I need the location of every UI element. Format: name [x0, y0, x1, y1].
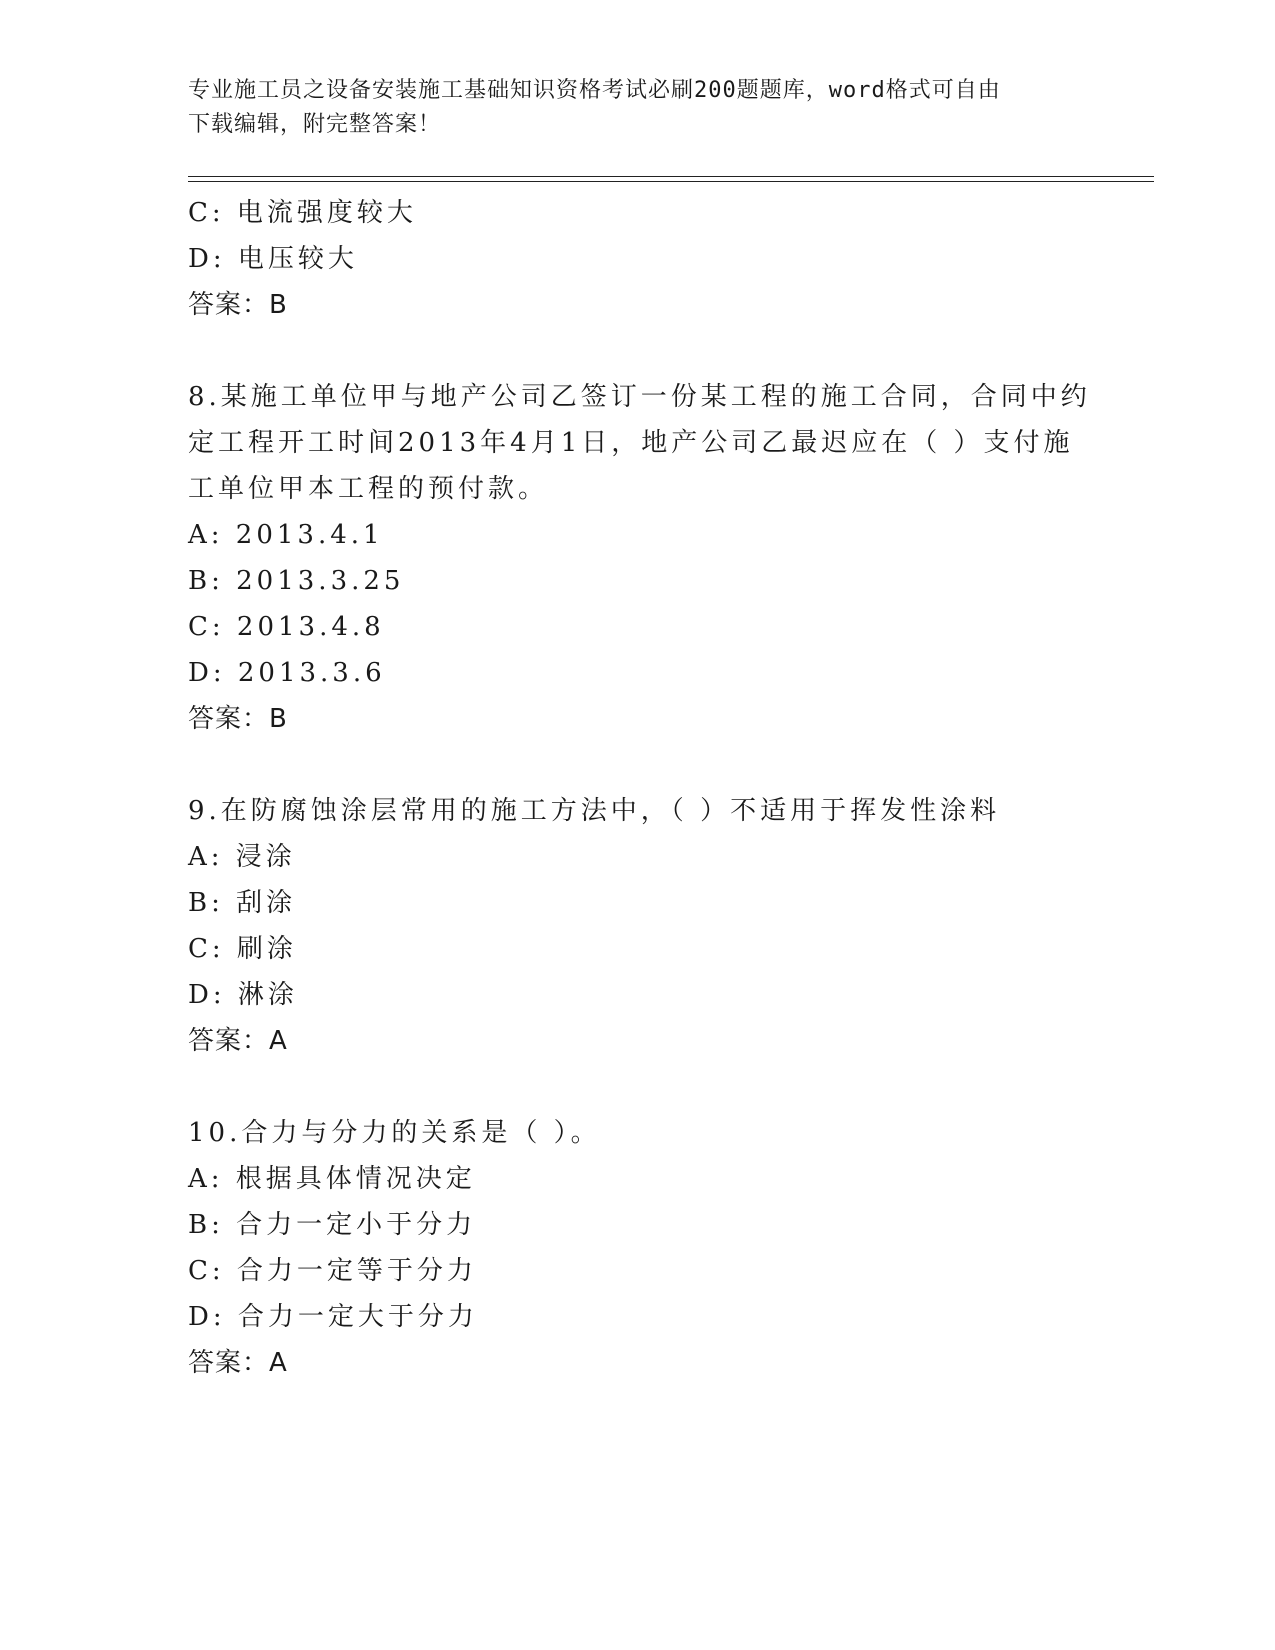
question-spacer	[188, 328, 1088, 374]
option-c: C: 合力一定等于分力	[188, 1256, 477, 1286]
question-spacer	[188, 742, 1088, 788]
option-d: D: 合力一定大于分力	[188, 1302, 478, 1332]
option-d: D: 淋涂	[188, 980, 298, 1010]
question-text-line: 9.在防腐蚀涂层常用的施工方法中，（ ）不适用于挥发性涂料	[188, 796, 1001, 826]
option-b: B: 2013.3.25	[188, 566, 405, 596]
document-header	[188, 74, 1068, 142]
option-c: C: 刷涂	[188, 934, 297, 964]
option-a: A: 2013.4.1	[188, 520, 384, 550]
question-spacer	[188, 1064, 1088, 1110]
question-7-tail	[188, 190, 1088, 328]
option-a: A: 根据具体情况决定	[188, 1164, 476, 1194]
option-a: A: 浸涂	[188, 842, 296, 872]
question-text-line: 工单位甲本工程的预付款。	[188, 474, 549, 504]
question-9	[188, 788, 1088, 1064]
header-divider-bottom	[188, 181, 1154, 182]
answer-line: 答案：B	[188, 290, 288, 320]
question-10	[188, 1110, 1088, 1386]
question-text-line: 定工程开工时间2013年4月1日，地产公司乙最迟应在（ ）支付施	[188, 428, 1074, 458]
header-divider-top	[188, 176, 1154, 177]
option-d: D: 电压较大	[188, 244, 358, 274]
question-list	[188, 190, 1091, 1386]
option-c: C: 电流强度较大	[188, 198, 417, 228]
option-b: B: 刮涂	[188, 888, 297, 918]
question-8	[188, 374, 1091, 742]
answer-line: 答案：A	[188, 1026, 288, 1056]
answer-line: 答案：B	[188, 704, 288, 734]
option-c: C: 2013.4.8	[188, 612, 385, 642]
answer-line: 答案：A	[188, 1348, 288, 1378]
option-b: B: 合力一定小于分力	[188, 1210, 477, 1240]
header-title-line-2: 下载编辑，附完整答案！	[188, 112, 442, 137]
option-d: D: 2013.3.6	[188, 658, 386, 688]
header-title-line-1: 专业施工员之设备安装施工基础知识资格考试必刷200题题库，word格式可自由	[188, 78, 1001, 103]
question-text-line: 8.某施工单位甲与地产公司乙签订一份某工程的施工合同，合同中约	[188, 382, 1091, 412]
question-text-line: 10.合力与分力的关系是（ ）。	[188, 1118, 601, 1148]
